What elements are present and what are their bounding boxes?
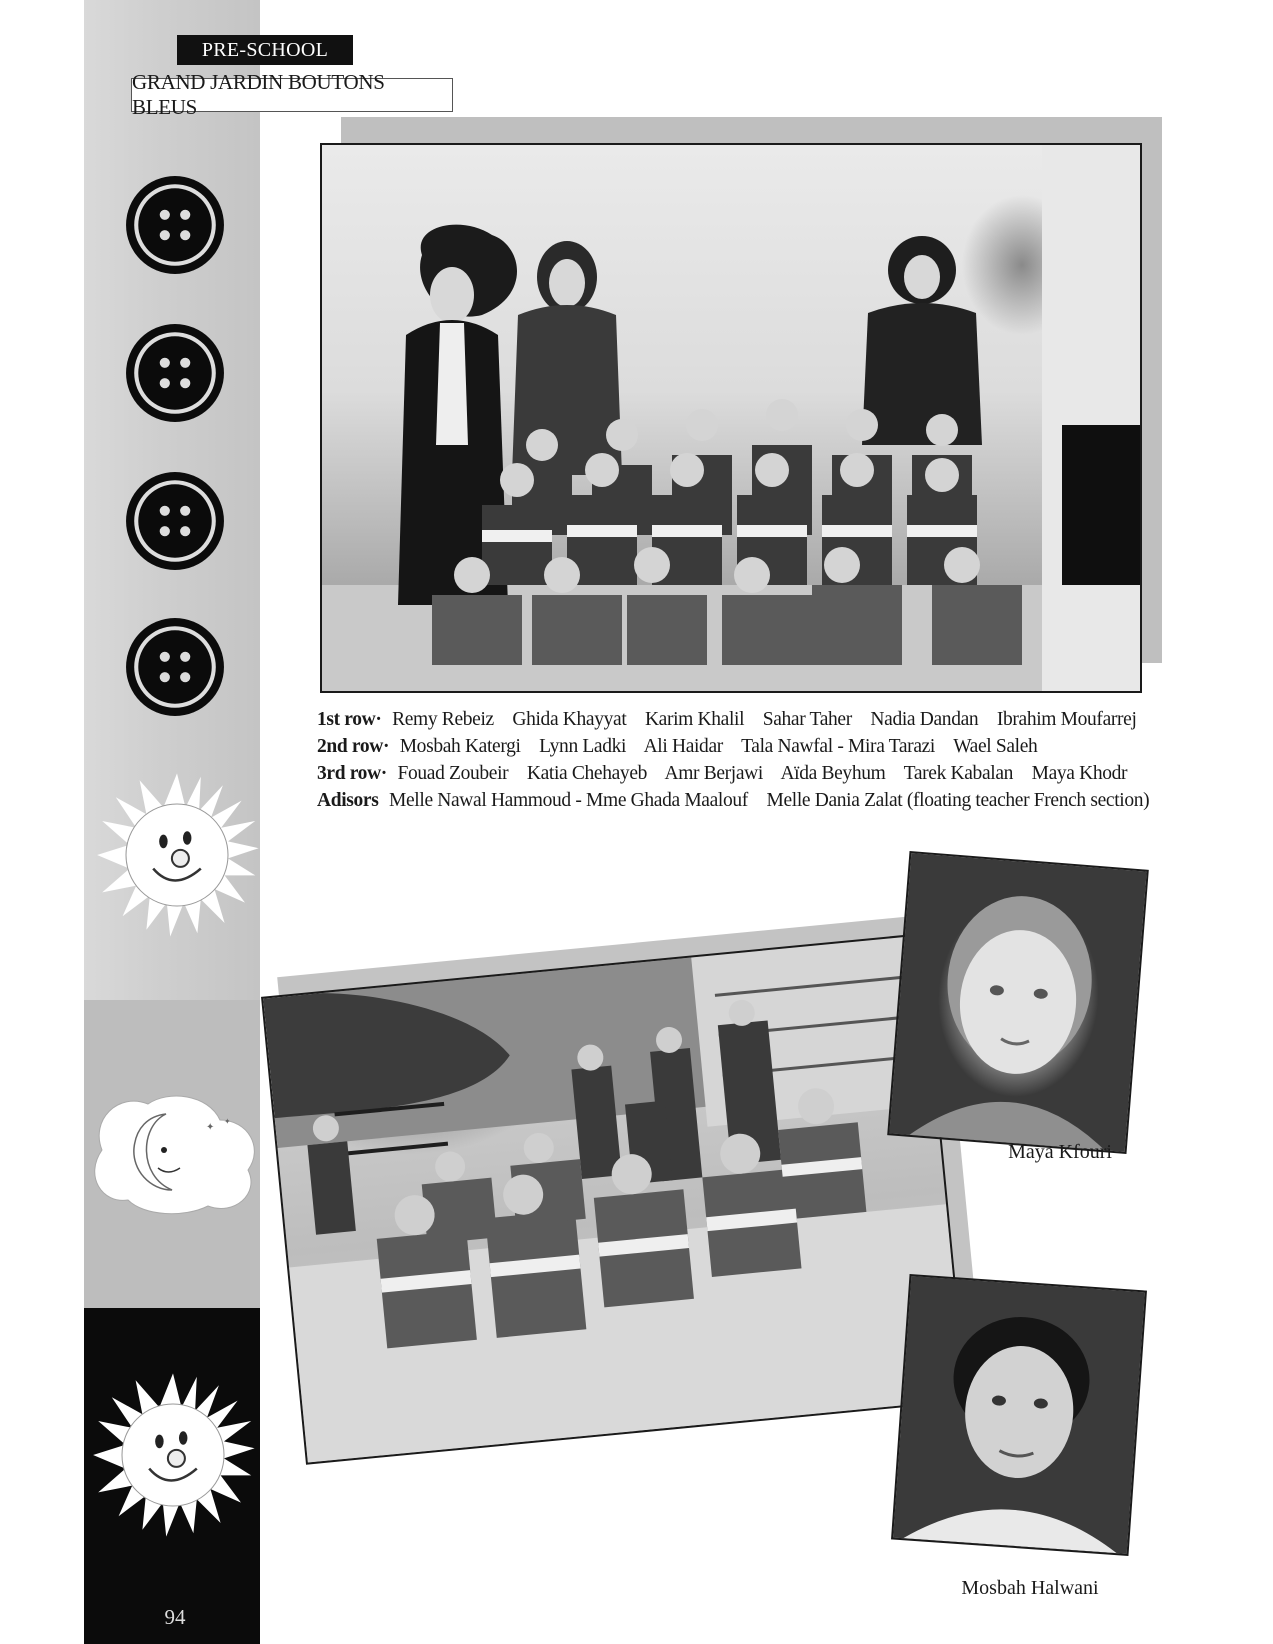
- advisor-names: Melle Nawal Hammoud - Mme Ghada Maalouf: [389, 790, 748, 811]
- student-name: Remy Rebeiz: [392, 709, 494, 730]
- row-label: Adisors: [317, 790, 379, 811]
- svg-text:✦: ✦: [206, 1122, 215, 1133]
- button-icon: [124, 616, 226, 718]
- roster-row-2: [317, 733, 1217, 760]
- class-name-label: GRAND JARDIN BOUTONS BLEUS: [131, 78, 453, 112]
- student-name: Karim Khalil: [644, 709, 745, 730]
- moon-face-icon: [88, 1090, 260, 1218]
- button-icon: [124, 174, 226, 276]
- student-name: Tala Nawfal - Mira Tarazi: [741, 736, 935, 757]
- student-name: Maya Khodr: [1031, 763, 1128, 784]
- portrait-frame: [891, 1274, 1147, 1556]
- student-name: Katia Chehayeb: [526, 763, 648, 784]
- class-group-photo: [320, 143, 1142, 693]
- playground-photo-illustration: [263, 935, 965, 1462]
- portrait-caption: Mosbah Halwani: [961, 1577, 1099, 1599]
- student-name: Fouad Zoubeir: [397, 763, 509, 784]
- class-group-photo-illustration: [322, 145, 1140, 691]
- section-label: PRE-SCHOOL: [177, 35, 353, 65]
- student-name: Mosbah Katergi: [399, 736, 521, 757]
- roster-advisors: [317, 787, 1217, 814]
- playground-group-photo: [261, 933, 967, 1464]
- row-label: 2nd row·: [317, 736, 390, 757]
- portrait-frame: [887, 851, 1149, 1154]
- student-name: Lynn Ladki: [539, 736, 627, 757]
- portrait-illustration: [893, 1276, 1145, 1554]
- portrait-photo-mosbah-halwani: [891, 1274, 1147, 1556]
- portrait-illustration: [889, 853, 1146, 1152]
- student-name: Ibrahim Moufarrej: [996, 709, 1137, 730]
- sun-face-icon: [88, 1370, 258, 1540]
- student-name: Ali Haidar: [643, 736, 723, 757]
- sun-face-icon: [92, 770, 262, 940]
- roster-captions: [317, 706, 1217, 814]
- roster-row-1: [317, 706, 1217, 733]
- button-icon: [124, 322, 226, 424]
- button-icon: [124, 470, 226, 572]
- row-label: 1st row·: [317, 709, 382, 730]
- student-name: Sahar Taher: [762, 709, 852, 730]
- row-label: 3rd row·: [317, 763, 387, 784]
- advisor-names: Melle Dania Zalat (floating teacher French section): [766, 790, 1150, 811]
- student-name: Tarek Kabalan: [903, 763, 1014, 784]
- student-name: Ghida Khayyat: [512, 709, 627, 730]
- student-name: Nadia Dandan: [870, 709, 979, 730]
- outdoor-photo-frame: [261, 933, 967, 1464]
- portrait-caption: Maya Kfouri: [1008, 1141, 1112, 1163]
- page-number: 94: [164, 1605, 186, 1629]
- student-name: Wael Saleh: [953, 736, 1038, 757]
- student-name: Amr Berjawi: [664, 763, 763, 784]
- portrait-photo-maya-kfouri: [887, 851, 1149, 1154]
- roster-row-3: [317, 760, 1217, 787]
- svg-text:✦: ✦: [224, 1117, 231, 1126]
- student-name: Aïda Beyhum: [780, 763, 886, 784]
